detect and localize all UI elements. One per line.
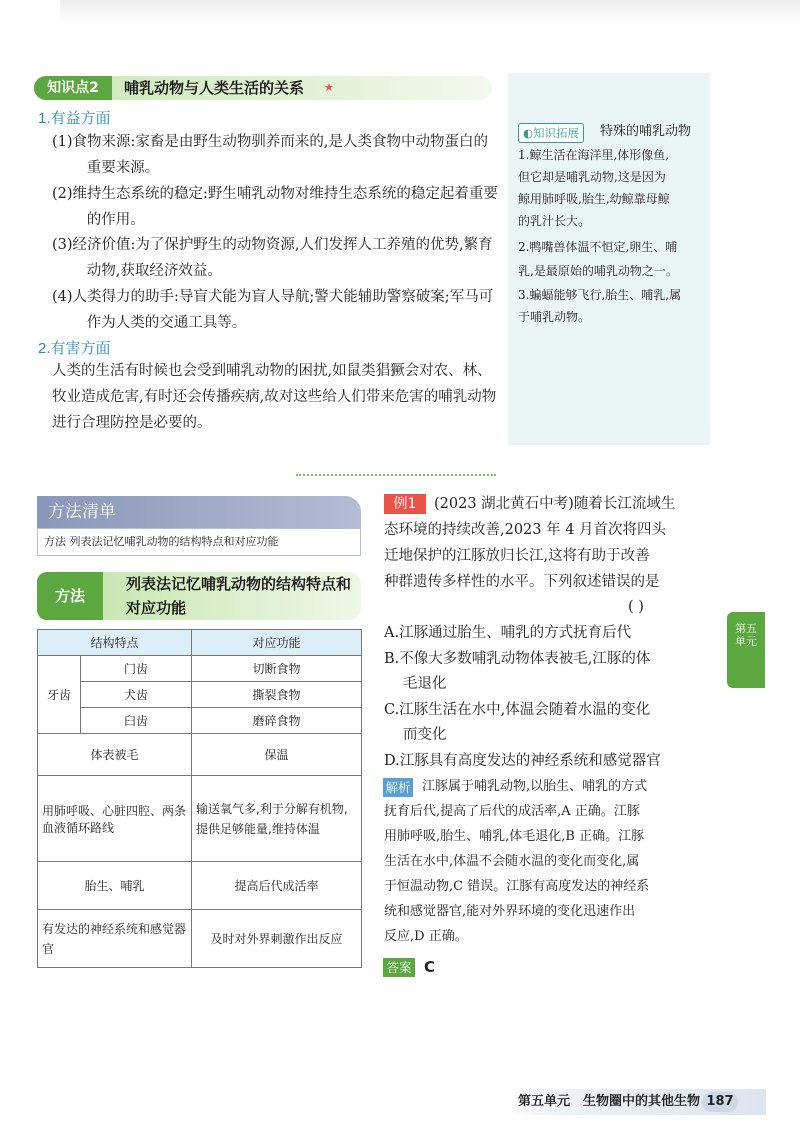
method-title: 列表法记忆哺乳动物的结构特点和对应功能 [126, 575, 352, 617]
method-tag: 方法 [37, 572, 103, 620]
analysis-line: 反应,D 正确。 [384, 929, 468, 944]
table-cell: 切断食物 [192, 656, 362, 682]
bulb-icon: ◐ [523, 126, 534, 140]
extension-line: 于哺乳动物。 [518, 310, 591, 324]
knowledge-point-tag: 知识点2 [34, 76, 112, 100]
knowledge-point-title: 哺乳动物与人类生活的关系 [124, 79, 305, 97]
unit-side-label: 第五单元 [735, 622, 757, 648]
extension-label: ◐知识拓展 [518, 123, 584, 143]
table-cell: 撕裂食物 [192, 682, 362, 708]
table-cell: 臼齿 [81, 708, 192, 734]
option-d: D.江豚具有高度发达的神经系统和感觉器官 [384, 753, 661, 769]
table-cell: 体表被毛 [38, 734, 192, 776]
table-header: 对应功能 [192, 630, 362, 656]
harm-heading: 2.有害方面 [38, 340, 111, 357]
option-b: B.不像大多数哺乳动物体表被毛,江豚的体 [384, 651, 651, 667]
method-list-sub: 方法 列表法记忆哺乳动物的结构特点和对应功能 [44, 535, 279, 548]
table-cell: 门齿 [81, 656, 192, 682]
table-cell: 及时对外界刺激作出反应 [192, 910, 362, 968]
answer-bracket: ( ) [628, 599, 644, 615]
answer-tag: 答案 [383, 958, 415, 977]
harm-text: 人类的生活有时候也会受到哺乳动物的困扰,如鼠类猖獗会对农、林、牧业造成危害,有时还会传播疾病,故对这些给人们带来危害的哺乳动物进行合理防控是必要的。 [52, 363, 497, 431]
table-cell: 有发达的神经系统和感觉器官 [38, 910, 192, 968]
option-b-cont: 毛退化 [403, 676, 447, 692]
extension-line: 乳,是最原始的哺乳动物之一。 [518, 264, 678, 278]
benefit-item: (4)人类得力的助手:导盲犬能为盲人导航;警犬能辅助警察破案;军马可作为人类的交通工具等。 [52, 289, 494, 331]
table-header: 结构特点 [38, 630, 192, 656]
benefit-item: (2)维持生态系统的稳定:野生哺乳动物对维持生态系统的稳定起着重要的作用。 [52, 186, 498, 228]
option-c-cont: 而变化 [403, 727, 447, 743]
benefit-item: (1)食物来源:家畜是由野生动物驯养而来的,是人类食物中动物蛋白的重要来源。 [52, 134, 489, 176]
example-line: (2023 湖北黄石中考)随着长江流域生 [434, 496, 676, 512]
page-top-edge [60, 0, 800, 22]
extension-title: 特殊的哺乳动物 [600, 124, 692, 139]
analysis-line: 抚育后代,提高了后代的成活率,A 正确。江豚 [384, 804, 640, 819]
benefit-item: (3)经济价值:为了保护野生的动物资源,人们发挥人工养殖的优势,繁育动物,获取经济效益。 [52, 237, 493, 279]
extension-line: 但它却是哺乳动物,这是因为 [518, 170, 666, 184]
star-icon: ★ [324, 81, 334, 94]
table-cell: 用肺呼吸、心脏四腔、两条血液循环路线 [38, 776, 192, 862]
analysis-line: 于恒温动物,C 错误。江豚有高度发达的神经系 [384, 879, 650, 894]
analysis-line: 统和感觉器官,能对外界环境的变化迅速作出 [384, 904, 636, 919]
table-cell: 提高后代成活率 [192, 862, 362, 910]
example-line: 迁地保护的江豚放归长江,这将有助于改善 [384, 548, 650, 564]
analysis-line: 江豚属于哺乳动物,以胎生、哺乳的方式 [422, 779, 648, 794]
example-line: 种群遗传多样性的水平。下列叙述错误的是 [384, 574, 660, 590]
extension-line: 的乳汁长大。 [518, 214, 591, 228]
analysis-line: 生活在水中,体温不会随水温的变化而变化,属 [384, 854, 640, 869]
extension-line: 1.鲸生活在海洋里,体形像鱼, [518, 148, 670, 162]
extension-line: 3.蝙蝠能够飞行,胎生、哺乳,属 [518, 288, 682, 302]
extension-line: 鲸用肺呼吸,胎生,幼鲸靠母鲸 [518, 192, 670, 206]
analysis-tag: 解析 [383, 778, 413, 797]
extension-line: 2.鸭嘴兽体温不恒定,卵生、哺 [518, 240, 678, 254]
table-cell: 输送氧气多,利于分解有机物,提供足够能量,维持体温 [192, 776, 362, 862]
table-cell: 保温 [192, 734, 362, 776]
example-tag: 例1 [384, 494, 426, 514]
option-c: C.江豚生活在水中,体温会随着水温的变化 [384, 702, 651, 718]
analysis-line: 用肺呼吸,胎生、哺乳,体毛退化,B 正确。江豚 [384, 829, 645, 844]
answer-value: C [424, 958, 436, 976]
example-line: 态环境的持续改善,2023 年 4 月首次将四头 [384, 522, 667, 538]
page-number: 187 [702, 1092, 738, 1112]
teeth-label: 牙齿 [38, 656, 81, 734]
option-a: A.江豚通过胎生、哺乳的方式抚育后代 [384, 625, 632, 641]
footer-text: 第五单元 生物圈中的其他生物 [518, 1094, 701, 1109]
benefits-heading: 1.有益方面 [38, 110, 111, 127]
section-divider [296, 474, 496, 476]
method-list-heading: 方法清单 [48, 502, 116, 522]
table-cell: 磨碎食物 [192, 708, 362, 734]
feature-table [37, 629, 362, 968]
table-cell: 犬齿 [81, 682, 192, 708]
table-cell: 胎生、哺乳 [38, 862, 192, 910]
